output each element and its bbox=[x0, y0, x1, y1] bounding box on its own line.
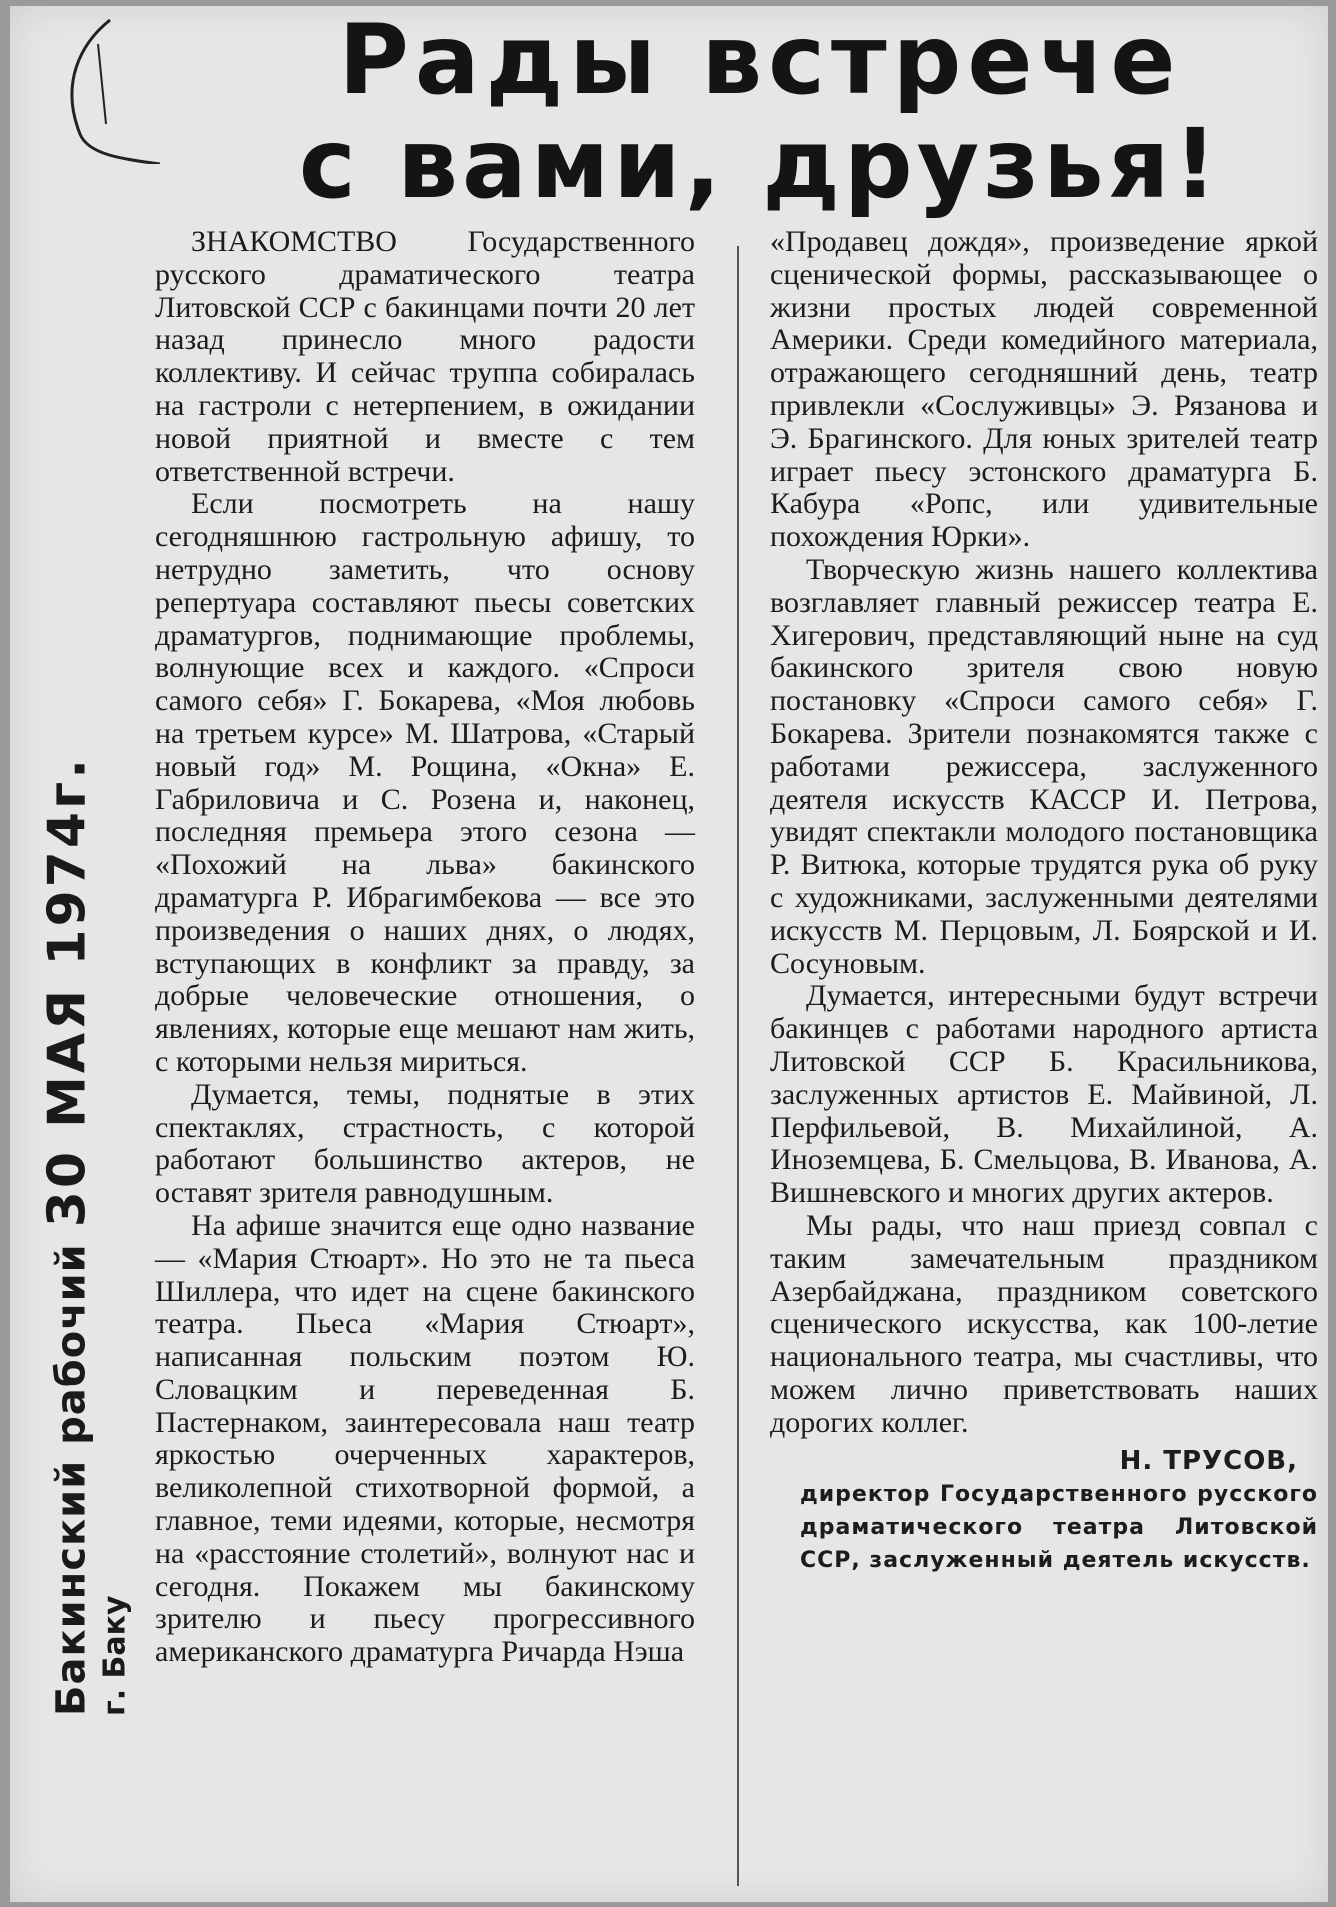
newspaper-clipping bbox=[10, 6, 1328, 1902]
stamp-date: 30 МАЯ 1974г. bbox=[37, 756, 98, 1228]
source-stamp bbox=[30, 756, 140, 1716]
headline-line-1: Рады встрече bbox=[338, 6, 1182, 116]
paragraph: Думается, интересными будут встречи бакинцев с работами народного артиста Литовской ССР Б. Красильникова, заслуженных артистов Е. Майвиной, Л. Перфильевой, В. Михайлиной, А. Иноземцева, Б. Смельцова, В. Иванова, А. Вишневского и многих других актеров. bbox=[770, 979, 1318, 1210]
paragraph: На афише значится еще одно название — «Мария Стюарт». Но это не та пьеса Шиллера, что идет на сцене бакинского театра. Пьеса «Мария Стюарт», написанная польским поэтом Ю. Словацким и переведенная Б. Пастернаком, заинтересовала наш театр яркостью очерченных характеров, великолепной стихотворной формой, а главное, теми идеями, которые, несмотря на «расстояние столетий», волнуют нас и сегодня. Покажем мы бакинскому зрителю и пьесу прогрессивного американского драматурга Ричарда Нэша bbox=[155, 1208, 695, 1669]
signature-name: Н. ТРУСОВ, bbox=[1119, 1446, 1298, 1477]
stamp-newspaper: Бакинский рабочий bbox=[48, 1243, 95, 1716]
paragraph: Думается, темы, поднятые в этих спектаклях, страстность, с которой работают большинство актеров, не оставят зрителя равнодушным. bbox=[155, 1077, 695, 1210]
column-divider bbox=[737, 246, 739, 1886]
stamp-city: г. Баку bbox=[97, 1595, 133, 1716]
headline bbox=[190, 6, 1328, 220]
pen-mark-icon bbox=[40, 14, 170, 164]
signature-role: директор Государственного русского драматического театра Литовской ССР, заслуженный деятель искусств. bbox=[800, 1482, 1318, 1574]
paragraph: Творческую жизнь нашего коллектива возглавляет главный режиссер театра Е. Хигерович, представляющий ныне на суд бакинского зрителя свою новую постановку «Спроси самого себя» Г. Бокарева. Зрители познакомятся также с работами режиссера, заслуженного деятеля искусств КАССР И. Петрова, увидят спектакли молодого постановщика Р. Витюка, которые трудятся рука об руку с художниками, заслуженными деятелями искусств М. Перцовым, Л. Боярской и И. Сосуновым. bbox=[770, 552, 1318, 980]
article-column-left bbox=[155, 226, 695, 1669]
headline-line-2: с вами, друзья! bbox=[298, 108, 1222, 220]
paragraph: ЗНАКОМСТВО Государственного русского драматического театра Литовской ССР с бакинцами почти 20 лет назад принесло много радости коллективу. И сейчас труппа собиралась на гастроли с нетерпением, в ожидании новой приятной и вместе с тем ответственной встречи. bbox=[155, 225, 695, 488]
paragraph: «Продавец дождя», произведение яркой сценической формы, рассказывающее о жизни простых людей современной Америки. Среди комедийного материала, отражающего сегодняшний день, театр привлекли «Сослуживцы» Э. Рязанова и Э. Брагинского. Для юных зрителей театр играет пьесу эстонского драматурга Б. Кабура «Ропс, или удивительные похождения Юрки». bbox=[770, 225, 1318, 554]
paragraph: Мы рады, что наш приезд совпал с таким замечательным праздником Азербайджана, праздником советского сценического искусства, как 100-летие национального театра, мы счастливы, что можем лично приветствовать наших дорогих коллег. bbox=[770, 1208, 1318, 1439]
paragraph: Если посмотреть на нашу сегодняшнюю гастрольную афишу, то нетрудно заметить, что основу репертуара составляют пьесы советских драматургов, поднимающие проблемы, волнующие всех и каждого. «Спроси самого себя» Г. Бокарева, «Моя любовь на третьем курсе» М. Шатрова, «Старый новый год» М. Рощина, «Окна» Е. Габриловича и С. Розена и, наконец, последняя премьера этого сезона — «Похожий на льва» бакинского драматурга Р. Ибрагимбекова — все это произведения о наших днях, о людях, вступающих в конфликт за правду, за добрые человеческие отношения, о явлениях, которые еще мешают нам жить, с которыми нельзя мириться. bbox=[155, 487, 695, 1078]
article-column-right bbox=[770, 226, 1318, 1577]
